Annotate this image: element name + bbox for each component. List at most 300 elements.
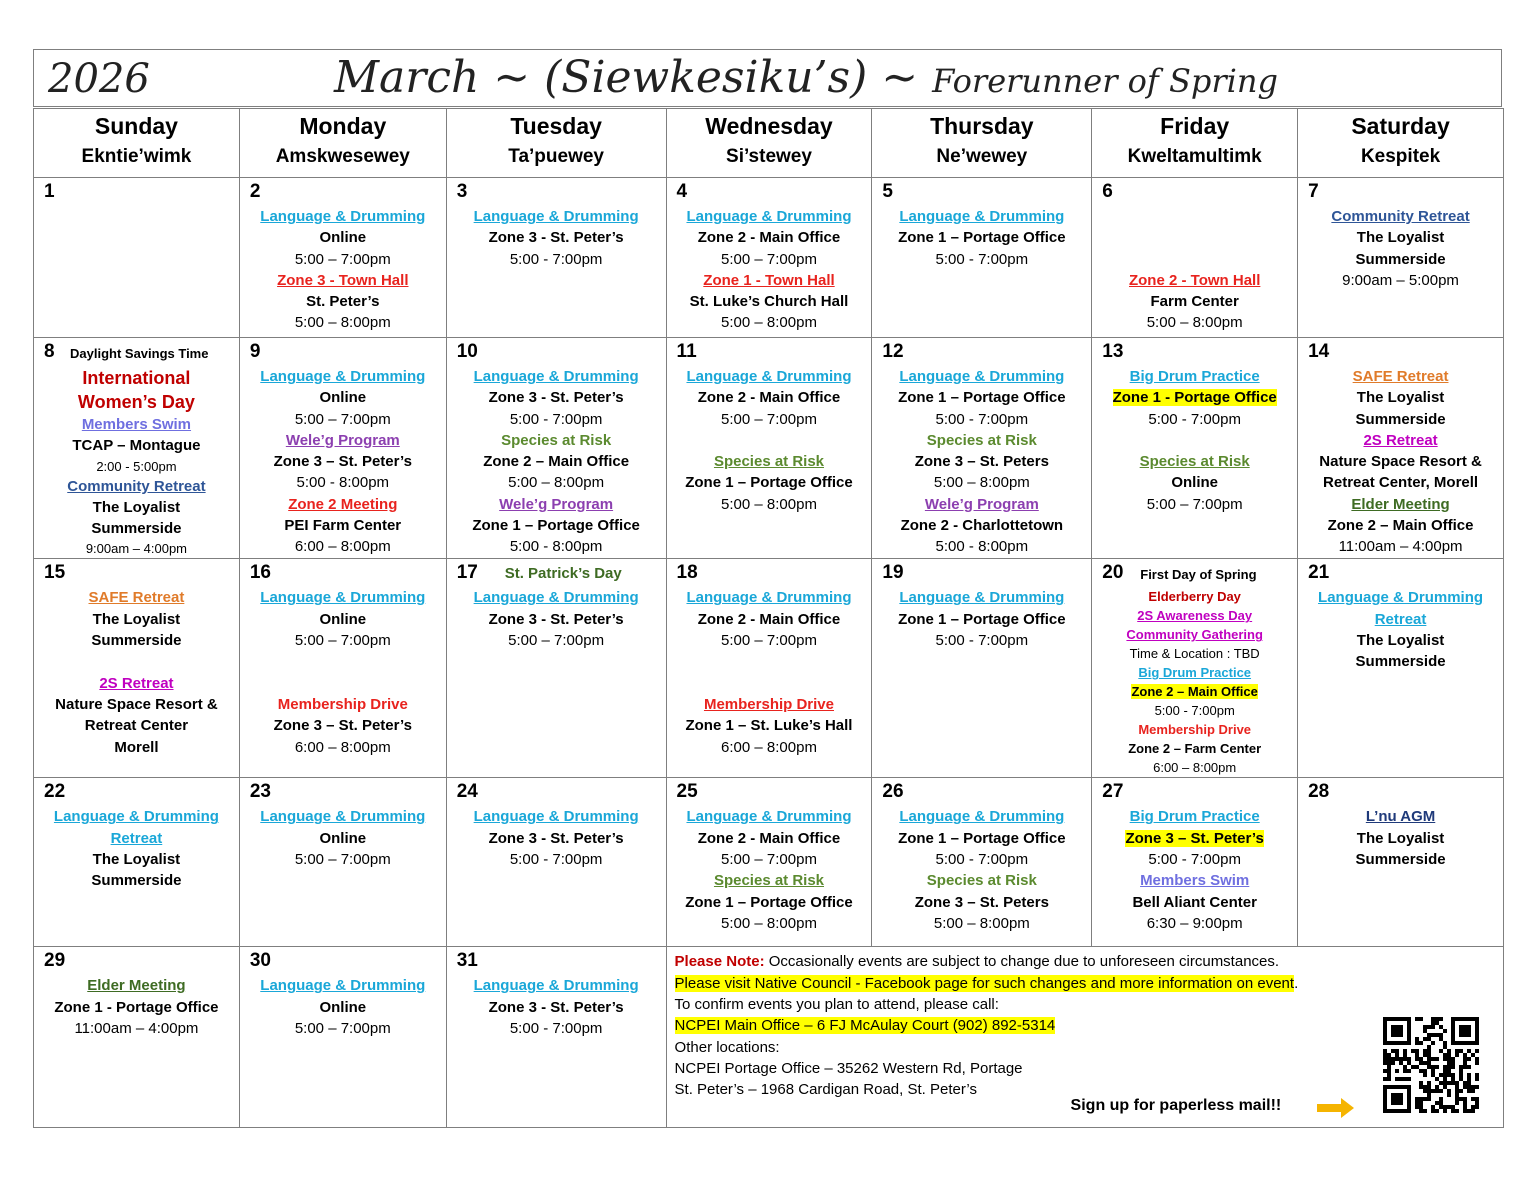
day-number: 25 [676, 781, 698, 803]
day-number: 12 [882, 341, 904, 362]
day-events [872, 178, 1091, 270]
day-number: 21 [1308, 562, 1330, 584]
event-line [1092, 682, 1297, 701]
month-title-main: March ~ (Siewkesiku’s) ~ [334, 52, 919, 103]
weekday-mikmaq: Kweltamultimk [1127, 146, 1262, 167]
weekday-header-row [34, 109, 1504, 178]
event-link[interactable]: Community Gathering [1126, 627, 1263, 643]
day-number: 31 [456, 950, 478, 972]
day-number: 18 [676, 562, 698, 584]
event-line: 5:00 – 8:00pm [933, 914, 1030, 932]
event-line: St. Luke’s Church Hall [689, 293, 849, 311]
weekday-english: Thursday [930, 113, 1034, 139]
day-number: 10 [456, 341, 478, 362]
day-number: 2 [249, 181, 261, 202]
event-line: Nature Space Resort & [1319, 453, 1482, 471]
event-line: TCAP – Montague [72, 437, 201, 455]
event-line: Bell Aliant Center [1132, 893, 1257, 911]
day-number: 3 [456, 181, 468, 202]
st-peters-line: St. Peter’s – 1968 Cardigan Road, St. Peter’s [674, 1081, 977, 1099]
event-line: Online [319, 389, 367, 407]
day-cell [666, 778, 872, 947]
event-line: 6:30 – 9:00pm [1146, 914, 1243, 932]
event-line: Zone 3 - St. Peter’s [488, 389, 624, 407]
weekday-header-tuesday [446, 109, 666, 178]
day-events [34, 559, 239, 757]
day-number: 6 [1102, 181, 1113, 202]
event-line: 5:00 - 7:00pm [1148, 410, 1241, 428]
spacer-line [240, 673, 446, 694]
day-number: 22 [44, 781, 66, 803]
spacer-line [1092, 249, 1297, 270]
day-cell [34, 559, 240, 778]
calendar-title-bar [33, 49, 1502, 107]
weekday-english: Monday [299, 113, 387, 139]
day-cell [239, 338, 446, 559]
event-link[interactable]: Members Swim [1140, 872, 1250, 890]
day-events [872, 338, 1091, 558]
event-line: Zone 2 - Charlottetown [900, 517, 1064, 535]
day-events [667, 559, 872, 757]
day-cell [239, 178, 446, 338]
day-cell [1092, 778, 1298, 947]
day-events [447, 338, 666, 558]
weekday-mikmaq: Kespitek [1360, 146, 1441, 167]
event-line: The Loyalist [92, 851, 181, 869]
weekday-header-sunday [34, 109, 240, 178]
event-line: Summerside [1355, 410, 1446, 428]
event-link[interactable]: Language & Drumming [686, 589, 852, 607]
day-events [1092, 559, 1297, 777]
event-line: 5:00 - 7:00pm [935, 250, 1029, 268]
event-link[interactable]: Language & Drumming [473, 589, 639, 607]
weekday-header-friday [1092, 109, 1298, 178]
event-link[interactable]: SAFE Retreat [88, 589, 185, 607]
day-events [447, 947, 666, 1039]
event-link[interactable]: Species at Risk [713, 453, 825, 471]
confirm-line: To confirm events you plan to attend, please call: [674, 996, 999, 1014]
event-line: 5:00 - 7:00pm [509, 410, 603, 428]
event-line: 5:00 – 7:00pm [294, 632, 391, 650]
event-line: 5:00 – 7:00pm [508, 632, 605, 650]
portage-office-line: NCPEI Portage Office – 35262 Western Rd, Portage [674, 1059, 1023, 1077]
event-line [1092, 387, 1297, 408]
event-link[interactable]: Retreat [110, 829, 163, 847]
event-line: 5:00 - 7:00pm [935, 632, 1029, 650]
day-number: 16 [249, 562, 271, 584]
event-link[interactable]: Language & Drumming [899, 208, 1065, 225]
event-link[interactable]: Wele’g Program [285, 431, 400, 449]
event-line: Morell [114, 738, 159, 756]
event-line: 5:00 - 7:00pm [509, 250, 603, 268]
day-events [447, 778, 666, 870]
day-number: 14 [1308, 341, 1330, 362]
event-link[interactable]: Big Drum Practice [1138, 665, 1252, 681]
please-note-line [675, 951, 1495, 972]
day-cell [1092, 178, 1298, 338]
day-cell [872, 338, 1092, 559]
day-cell [1298, 559, 1504, 778]
event-line: Zone 3 – St. Peter’s [273, 717, 412, 735]
day-cell [666, 559, 872, 778]
spacer-line [1092, 430, 1297, 451]
event-link[interactable]: Zone 1 - Town Hall [703, 271, 835, 289]
event-line: Species at Risk [926, 431, 1037, 449]
day-number: 30 [249, 950, 271, 972]
event-link[interactable]: Species at Risk [713, 872, 825, 890]
event-line: The Loyalist [92, 498, 181, 516]
event-line: PEI Farm Center [284, 517, 402, 535]
weekday-header-thursday [872, 109, 1092, 178]
event-line: 6:00 – 8:00pm [294, 738, 391, 756]
event-line: St. Peter’s [306, 293, 380, 311]
event-link[interactable]: Language & Drumming [1318, 589, 1484, 607]
day-number: 17 [456, 562, 478, 584]
event-link[interactable]: Wele’g Program [924, 495, 1039, 513]
event-line: Elderberry Day [1148, 589, 1241, 605]
day-number: 23 [249, 781, 271, 803]
event-link[interactable]: Zone 3 - Town Hall [277, 271, 409, 289]
event-line: Zone 1 – Portage Office [898, 389, 1066, 407]
event-link[interactable]: Membership Drive [703, 695, 834, 713]
event-link[interactable]: Species at Risk [1139, 453, 1250, 471]
event-line: Zone 1 – Portage Office [898, 610, 1066, 628]
day-cell [1298, 338, 1504, 559]
event-line: Summerside [91, 632, 182, 650]
day-events [34, 338, 239, 558]
event-line: 5:00 - 8:00pm [296, 474, 390, 492]
event-line: Zone 2 – Main Office [1327, 517, 1474, 535]
day-cell [239, 778, 446, 947]
event-line: 5:00 – 8:00pm [721, 914, 817, 932]
event-line: Summerside [91, 872, 182, 890]
event-line: Summerside [1355, 653, 1446, 671]
day-cell [34, 338, 240, 559]
event-line: Species at Risk [501, 431, 612, 449]
day-note: St. Patrick’s Day [504, 565, 622, 583]
event-line: The Loyalist [1356, 229, 1445, 247]
day-events [240, 178, 446, 334]
day-cell [1298, 778, 1504, 947]
day-cell [239, 559, 446, 778]
week-row [34, 338, 1504, 559]
day-number: 1 [44, 181, 55, 202]
event-line: Zone 3 – St. Peters [914, 893, 1049, 911]
day-cell [34, 178, 240, 338]
event-link[interactable]: L’nu AGM [1365, 808, 1436, 826]
event-line: 5:00 - 7:00pm [935, 851, 1029, 869]
event-link[interactable]: Big Drum Practice [1129, 368, 1260, 385]
event-line: The Loyalist [1356, 632, 1445, 650]
year-label: 2026 [48, 56, 150, 102]
event-line: Zone 3 – St. Peter’s [273, 453, 412, 471]
event-link[interactable]: Members Swim [81, 416, 192, 433]
day-number: 13 [1102, 341, 1124, 362]
event-line: Zone 2 - Main Office [697, 389, 841, 407]
event-line: Zone 3 - St. Peter’s [488, 998, 624, 1016]
event-line: Zone 2 - Main Office [697, 610, 841, 628]
weekday-english: Wednesday [705, 113, 833, 139]
spacer-line [667, 673, 872, 694]
event-line: 5:00 – 7:00pm [294, 410, 391, 428]
calendar-grid [33, 108, 1504, 1128]
event-link[interactable]: Zone 2 Meeting [288, 495, 398, 513]
event-line: 5:00 – 7:00pm [1146, 495, 1243, 513]
highlighted-text: Zone 2 – Main Office [1131, 684, 1258, 700]
event-line: 11:00am – 4:00pm [1338, 538, 1463, 556]
day-number: 9 [249, 341, 261, 362]
event-line: Zone 1 – Portage Office [898, 229, 1066, 247]
event-line: International [82, 368, 191, 388]
day-number: 28 [1308, 781, 1330, 803]
event-link[interactable]: 2S Awareness Day [1137, 608, 1253, 624]
notes-cell [666, 947, 1503, 1128]
event-line: 5:00 – 7:00pm [721, 851, 817, 869]
event-line: 2:00 - 5:00pm [96, 458, 177, 474]
spacer-line [240, 651, 446, 672]
event-link[interactable]: Language & Drumming [473, 368, 639, 385]
event-line: Nature Space Resort & [55, 695, 218, 713]
day-number: 11 [676, 341, 697, 362]
event-line: 5:00 – 8:00pm [933, 474, 1030, 492]
day-events [1298, 338, 1503, 558]
weekday-mikmaq: Ekntie’wimk [81, 146, 192, 167]
event-line: The Loyalist [92, 610, 181, 628]
day-note: First Day of Spring [1140, 567, 1257, 583]
event-link[interactable]: SAFE Retreat [1352, 368, 1449, 385]
event-line: 5:00 - 7:00pm [935, 410, 1029, 428]
event-line: Farm Center [1150, 293, 1239, 311]
event-line: Zone 1 – St. Luke’s Hall [685, 717, 853, 735]
spacer-line [1092, 227, 1297, 248]
day-number: 15 [44, 562, 66, 584]
event-line: 5:00 - 8:00pm [935, 538, 1029, 556]
week-row [34, 778, 1504, 947]
weekday-english: Sunday [94, 113, 178, 139]
event-line: 9:00am – 5:00pm [1342, 271, 1459, 289]
weekday-mikmaq: Ne’wewey [936, 146, 1028, 167]
event-line: Zone 1 - Portage Office [54, 998, 219, 1016]
event-line: 5:00 - 7:00pm [1148, 851, 1241, 869]
event-line: 5:00 – 8:00pm [721, 314, 817, 332]
event-line: 5:00 – 7:00pm [721, 632, 817, 650]
day-cell [446, 338, 666, 559]
event-line: Retreat Center [84, 717, 189, 735]
event-link[interactable]: Language & Drumming [686, 368, 852, 385]
event-link[interactable]: Zone 2 - Town Hall [1128, 271, 1261, 289]
event-line: 5:00 – 7:00pm [294, 851, 391, 869]
event-line: Summerside [1355, 851, 1446, 869]
event-link[interactable]: Language & Drumming [899, 368, 1065, 385]
spacer-line [1092, 206, 1297, 227]
weeks-body [34, 178, 1504, 1128]
event-line: Zone 1 – Portage Office [472, 517, 640, 535]
weekday-header-wednesday [666, 109, 872, 178]
event-line: 5:00 - 7:00pm [1154, 703, 1235, 719]
event-line: Zone 1 – Portage Office [898, 829, 1066, 847]
paperless-signup-text[interactable]: Sign up for paperless mail!! [1070, 1097, 1282, 1115]
event-line: Time & Location : TBD [1129, 646, 1260, 662]
event-link[interactable]: Community Retreat [67, 477, 206, 495]
event-line: Zone 3 - St. Peter’s [488, 610, 624, 628]
event-link[interactable]: Language & Drumming [473, 977, 639, 995]
event-link[interactable]: Big Drum Practice [1129, 808, 1260, 826]
day-cell [872, 778, 1092, 947]
day-events [447, 178, 666, 270]
event-line: Zone 2 – Farm Center [1128, 741, 1262, 757]
event-link[interactable]: 2S Retreat [1363, 431, 1438, 449]
event-line: 5:00 – 7:00pm [294, 1020, 391, 1038]
event-line: The Loyalist [1356, 389, 1445, 407]
day-events [240, 559, 446, 757]
facebook-line [675, 973, 1495, 994]
event-line: Membership Drive [1138, 722, 1252, 738]
event-line: Online [319, 829, 367, 847]
event-link[interactable]: Language & Drumming [53, 808, 219, 826]
day-cell [872, 178, 1092, 338]
day-cell [446, 778, 666, 947]
event-line: 5:00 – 7:00pm [721, 250, 817, 268]
event-line: Zone 2 - Main Office [697, 829, 841, 847]
event-link[interactable]: 2S Retreat [99, 674, 174, 692]
event-line: 5:00 – 7:00pm [721, 410, 817, 428]
main-office-text[interactable]: NCPEI Main Office – 6 FJ McAulay Court (902) 892-5314 [674, 1017, 1056, 1035]
event-link[interactable]: Community Retreat [1331, 208, 1470, 225]
event-line: Zone 1 – Portage Office [685, 893, 853, 911]
day-number: 5 [882, 181, 893, 202]
event-line: Online [319, 998, 367, 1016]
event-line: The Loyalist [1356, 829, 1445, 847]
day-cell [666, 338, 872, 559]
event-link[interactable]: Language & Drumming [260, 368, 426, 385]
event-line: Species at Risk [926, 872, 1037, 890]
event-line: Women’s Day [77, 392, 195, 412]
spacer-line [667, 651, 872, 672]
event-link[interactable]: Wele’g Program [499, 495, 614, 513]
day-cell [666, 178, 872, 338]
day-number: 26 [882, 781, 904, 803]
event-link[interactable]: Language & Drumming [686, 808, 852, 826]
day-cell [34, 778, 240, 947]
day-events [34, 178, 239, 206]
event-line: 5:00 – 8:00pm [1146, 314, 1243, 332]
event-line: 5:00 – 8:00pm [721, 495, 817, 513]
weekday-english: Friday [1160, 113, 1230, 139]
day-events [872, 559, 1091, 651]
please-note-label: Please Note: [674, 953, 765, 971]
event-link[interactable]: Language & Drumming [260, 977, 426, 995]
event-link[interactable]: Language & Drumming [260, 208, 426, 225]
month-subtitle: Forerunner of Spring [932, 62, 1278, 100]
event-line: Zone 3 – St. Peters [914, 453, 1049, 471]
event-line: Online [1171, 474, 1219, 492]
month-title [334, 52, 1278, 103]
day-number: 29 [44, 950, 66, 972]
day-cell [446, 178, 666, 338]
main-office-line [675, 1015, 1495, 1036]
day-note: Daylight Savings Time [70, 346, 209, 361]
event-link[interactable]: Language & Drumming [473, 808, 639, 826]
day-events [1298, 178, 1503, 291]
event-link[interactable]: Language & Drumming [899, 808, 1065, 826]
event-line: 6:00 – 8:00pm [721, 738, 817, 756]
event-line: Summerside [91, 520, 182, 538]
event-line: 9:00am – 4:00pm [85, 541, 188, 557]
day-number: 20 [1102, 562, 1124, 584]
event-line: Online [319, 610, 367, 628]
day-cell [446, 559, 666, 778]
calendar [33, 49, 1504, 1129]
event-line: Zone 2 – Main Office [483, 453, 630, 471]
day-events [1092, 338, 1297, 515]
event-link[interactable]: Retreat [1374, 610, 1427, 628]
event-link[interactable]: Language & Drumming [260, 589, 426, 607]
day-events [872, 778, 1091, 934]
qr-code-icon[interactable] [1379, 1013, 1483, 1122]
week-row [34, 178, 1504, 338]
event-line: 6:00 – 8:00pm [1153, 760, 1237, 776]
event-line: 5:00 - 7:00pm [509, 851, 603, 869]
event-line: 5:00 – 8:00pm [294, 314, 391, 332]
spacer-line [667, 430, 872, 451]
event-line: 6:00 – 8:00pm [294, 538, 391, 556]
day-cell [872, 559, 1092, 778]
event-line: Summerside [1355, 250, 1446, 268]
weekday-header-saturday [1298, 109, 1504, 178]
weekday-mikmaq: Ta’puewey [508, 146, 604, 167]
please-note-text: Occasionally events are subject to change due to unforeseen circumstances. [764, 953, 1280, 971]
day-cell [1092, 338, 1298, 559]
week-row [34, 947, 1504, 1128]
event-line: Zone 1 – Portage Office [685, 474, 853, 492]
event-line: Zone 3 - St. Peter’s [488, 829, 624, 847]
day-events [1092, 178, 1297, 334]
weekday-english: Tuesday [510, 113, 602, 139]
weekday-mikmaq: Amskwesewey [275, 146, 410, 167]
event-link[interactable]: Language & Drumming [473, 208, 639, 225]
day-number: 8 [44, 341, 55, 362]
weekday-english: Saturday [1351, 113, 1450, 139]
weekday-header-monday [239, 109, 446, 178]
day-cell [34, 947, 240, 1128]
arrow-right-icon [1317, 1097, 1355, 1124]
event-line: 11:00am – 4:00pm [74, 1020, 199, 1038]
event-link[interactable]: Elder Meeting [87, 977, 186, 995]
day-cell [1092, 559, 1298, 778]
highlighted-text: Zone 3 – St. Peter’s [1125, 829, 1264, 847]
event-line [1092, 828, 1297, 849]
weekday-mikmaq: Si’stewey [726, 146, 812, 167]
day-number: 19 [882, 562, 904, 584]
spacer-line [34, 651, 239, 672]
week-row [34, 559, 1504, 778]
event-line: Retreat Center, Morell [1323, 474, 1479, 492]
event-line: Zone 2 - Main Office [697, 229, 841, 247]
day-events [667, 178, 872, 334]
day-number: 7 [1308, 181, 1319, 202]
event-link[interactable]: Language & Drumming [260, 808, 426, 826]
event-link[interactable]: Language & Drumming [686, 208, 852, 225]
highlighted-text: Zone 1 - Portage Office [1112, 389, 1277, 407]
event-line: 5:00 – 8:00pm [508, 474, 605, 492]
facebook-visit-text[interactable]: Please visit Native Council - Facebook page for such changes and more information on event [674, 974, 1295, 992]
event-link[interactable]: Elder Meeting [1351, 495, 1450, 513]
day-cell [239, 947, 446, 1128]
day-events [667, 338, 872, 515]
day-number: 4 [676, 181, 688, 202]
facebook-visit-period: . [1294, 974, 1299, 992]
event-link[interactable]: Language & Drumming [899, 589, 1065, 607]
